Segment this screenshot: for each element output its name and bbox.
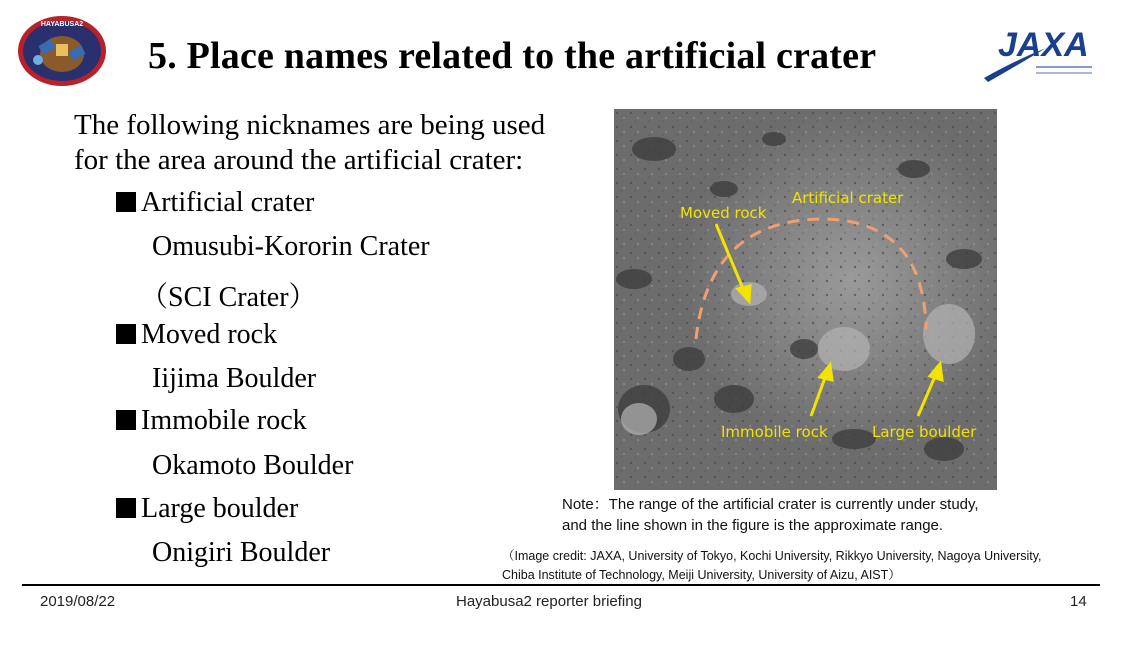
footer-divider xyxy=(22,584,1100,586)
intro-line-1: The following nicknames are being used xyxy=(74,109,546,141)
crater-surface-image xyxy=(614,109,997,490)
agency-logo-text: JAXA xyxy=(998,26,1089,64)
page-number: 14 xyxy=(1070,593,1087,610)
image-note xyxy=(562,494,979,536)
bullet-large-boulder xyxy=(116,493,298,525)
footer-event: Hayabusa2 reporter briefing xyxy=(456,593,642,610)
nickname-onigiri: Onigiri Boulder xyxy=(152,537,331,568)
credit-line-2: Chiba Institute of Technology, Meiji University, University of Aizu, AIST） xyxy=(502,568,901,582)
square-bullet-icon xyxy=(116,410,136,430)
nickname-omusubi-kororin: Omusubi-Kororin Crater xyxy=(152,231,430,262)
label-artificial-crater: Artificial crater xyxy=(792,189,904,207)
bullet-moved-rock xyxy=(116,319,277,351)
square-bullet-icon xyxy=(116,192,136,212)
credit-line-1: （Image credit: JAXA, University of Tokyo, Kochi University, Rikkyo University, Nagoya University, xyxy=(502,549,1042,563)
intro-text xyxy=(74,108,594,178)
nickname-iijima: Iijima Boulder xyxy=(152,363,317,394)
label-large-boulder: Large boulder xyxy=(872,423,977,441)
bullet-term: Immobile rock xyxy=(141,405,307,436)
label-moved-rock: Moved rock xyxy=(680,204,767,222)
image-credit xyxy=(502,547,1042,585)
bullet-term: Artificial crater xyxy=(141,187,315,218)
bullet-artificial-crater xyxy=(116,187,314,219)
jaxa-logo xyxy=(976,20,1106,94)
slide-title: 5. Place names related to the artificial crater xyxy=(148,35,877,77)
footer-date: 2019/08/22 xyxy=(40,593,116,610)
bullet-immobile-rock xyxy=(116,405,307,437)
mission-logo-text: HAYABUSA2 xyxy=(40,21,84,28)
note-line-1: Note：The range of the artificial crater is currently under study, xyxy=(562,496,979,513)
note-line-2: and the line shown in the figure is the approximate range. xyxy=(562,517,944,534)
bullet-term: Large boulder xyxy=(141,493,299,524)
square-bullet-icon xyxy=(116,324,136,344)
bullet-term: Moved rock xyxy=(141,319,278,350)
intro-line-2: for the area around the artificial crater: xyxy=(74,144,524,176)
square-bullet-icon xyxy=(116,498,136,518)
hayabusa2-mission-logo xyxy=(16,14,108,88)
nickname-okamoto: Okamoto Boulder xyxy=(152,450,354,481)
label-immobile-rock: Immobile rock xyxy=(721,423,828,441)
nickname-sci-crater: （SCI Crater） xyxy=(140,282,317,313)
